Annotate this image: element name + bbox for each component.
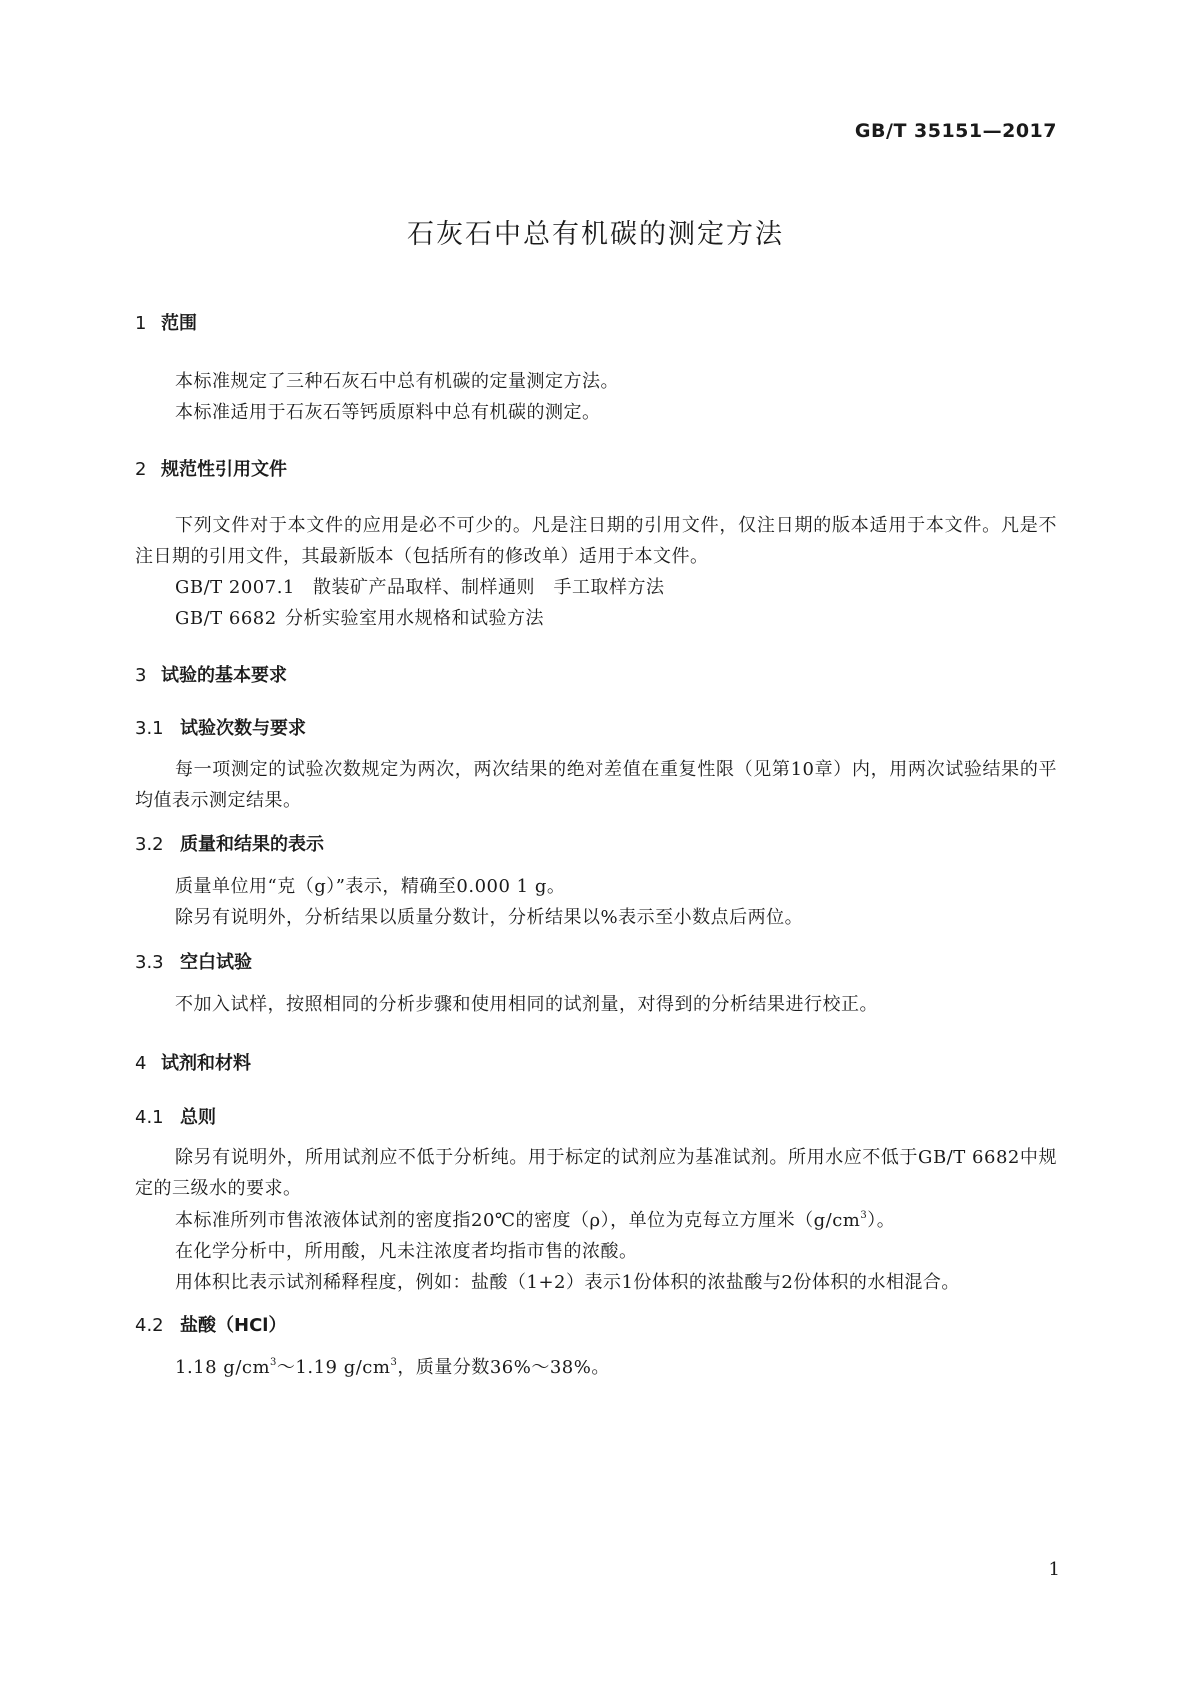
section-title: 质量和结果的表示 <box>180 834 324 855</box>
paragraph: 本标准适用于石灰石等钙质原料中总有机碳的测定。 <box>175 402 601 423</box>
section-number: 3 <box>135 665 147 686</box>
section-number: 4.1 <box>135 1107 164 1128</box>
subsection-4-1-heading <box>135 1103 216 1129</box>
subsection-3-2-heading <box>135 830 324 856</box>
subsection-3-1-heading <box>135 714 306 740</box>
paragraph-text: ）。 <box>867 1210 896 1231</box>
paragraph <box>175 1353 610 1379</box>
section-number: 1 <box>135 313 147 334</box>
page-number: 1 <box>1048 1559 1060 1580</box>
superscript: 3 <box>390 1357 398 1368</box>
paragraph-text: 本标准所列市售浓液体试剂的密度指20℃的密度（ρ），单位为克每立方厘米（g/cm <box>175 1210 861 1231</box>
paragraph: 不加入试样，按照相同的分析步骤和使用相同的试剂量，对得到的分析结果进行校正。 <box>175 994 878 1015</box>
section-title: 空白试验 <box>180 952 252 973</box>
section-title: 总则 <box>180 1107 216 1128</box>
section-number: 2 <box>135 459 147 480</box>
paragraph: 每一项测定的试验次数规定为两次，两次结果的绝对差值在重复性限（见第10章）内，用两次试验结果的平均值表示测定结果。 <box>135 759 1057 811</box>
section-number: 3.2 <box>135 834 164 855</box>
section-title: 试验次数与要求 <box>180 718 306 739</box>
reference-code: GB/T 2007.1 <box>175 577 295 598</box>
superscript: 3 <box>270 1357 277 1368</box>
paragraph: 下列文件对于本文件的应用是必不可少的。凡是注日期的引用文件，仅注日期的版本适用于本文件。凡是不注日期的引用文件，其最新版本（包括所有的修改单）适用于本文件。 <box>135 515 1057 567</box>
standard-code: GB/T 35151—2017 <box>854 120 1057 142</box>
section-title: 试验的基本要求 <box>161 665 287 686</box>
reference-item <box>175 573 665 599</box>
section-4-heading <box>135 1049 251 1075</box>
section-title: 盐酸（HCl） <box>180 1315 287 1336</box>
section-2-heading <box>135 455 287 481</box>
superscript: 3 <box>860 1210 868 1221</box>
paragraph-text: 1.18 g/cm <box>175 1357 271 1378</box>
section-title: 规范性引用文件 <box>161 459 287 480</box>
reference-title: 分析实验室用水规格和试验方法 <box>285 608 544 629</box>
paragraph-text: ～1.19 g/cm <box>276 1357 391 1378</box>
section-title: 范围 <box>161 313 197 334</box>
paragraph: 用体积比表示试剂稀释程度，例如：盐酸（1+2）表示1份体积的浓盐酸与2份体积的水相混合。 <box>175 1272 960 1293</box>
paragraph <box>175 1206 895 1232</box>
reference-item <box>175 604 544 630</box>
section-number: 3.1 <box>135 718 164 739</box>
subsection-4-2-heading <box>135 1311 286 1337</box>
section-1-heading <box>135 309 197 335</box>
section-number: 4 <box>135 1053 147 1074</box>
section-title: 试剂和材料 <box>161 1053 251 1074</box>
reference-code: GB/T 6682 <box>175 608 277 629</box>
paragraph: 本标准规定了三种石灰石中总有机碳的定量测定方法。 <box>175 371 619 392</box>
paragraph: 在化学分析中，所用酸，凡未注浓度者均指市售的浓酸。 <box>175 1241 638 1262</box>
subsection-3-3-heading <box>135 948 252 974</box>
paragraph: 质量单位用“克（g）”表示，精确至0.000 1 g。 <box>175 876 566 897</box>
section-number: 4.2 <box>135 1315 164 1336</box>
paragraph: 除另有说明外，所用试剂应不低于分析纯。用于标定的试剂应为基准试剂。所用水应不低于GB/T 6682中规定的三级水的要求。 <box>135 1147 1057 1199</box>
section-number: 3.3 <box>135 952 164 973</box>
reference-title: 散装矿产品取样、制样通则 手工取样方法 <box>313 577 665 598</box>
document-title: 石灰石中总有机碳的测定方法 <box>407 219 784 250</box>
paragraph: 除另有说明外，分析结果以质量分数计，分析结果以%表示至小数点后两位。 <box>175 907 804 928</box>
section-3-heading <box>135 661 287 687</box>
paragraph-text: ，质量分数36%～38%。 <box>397 1357 610 1378</box>
